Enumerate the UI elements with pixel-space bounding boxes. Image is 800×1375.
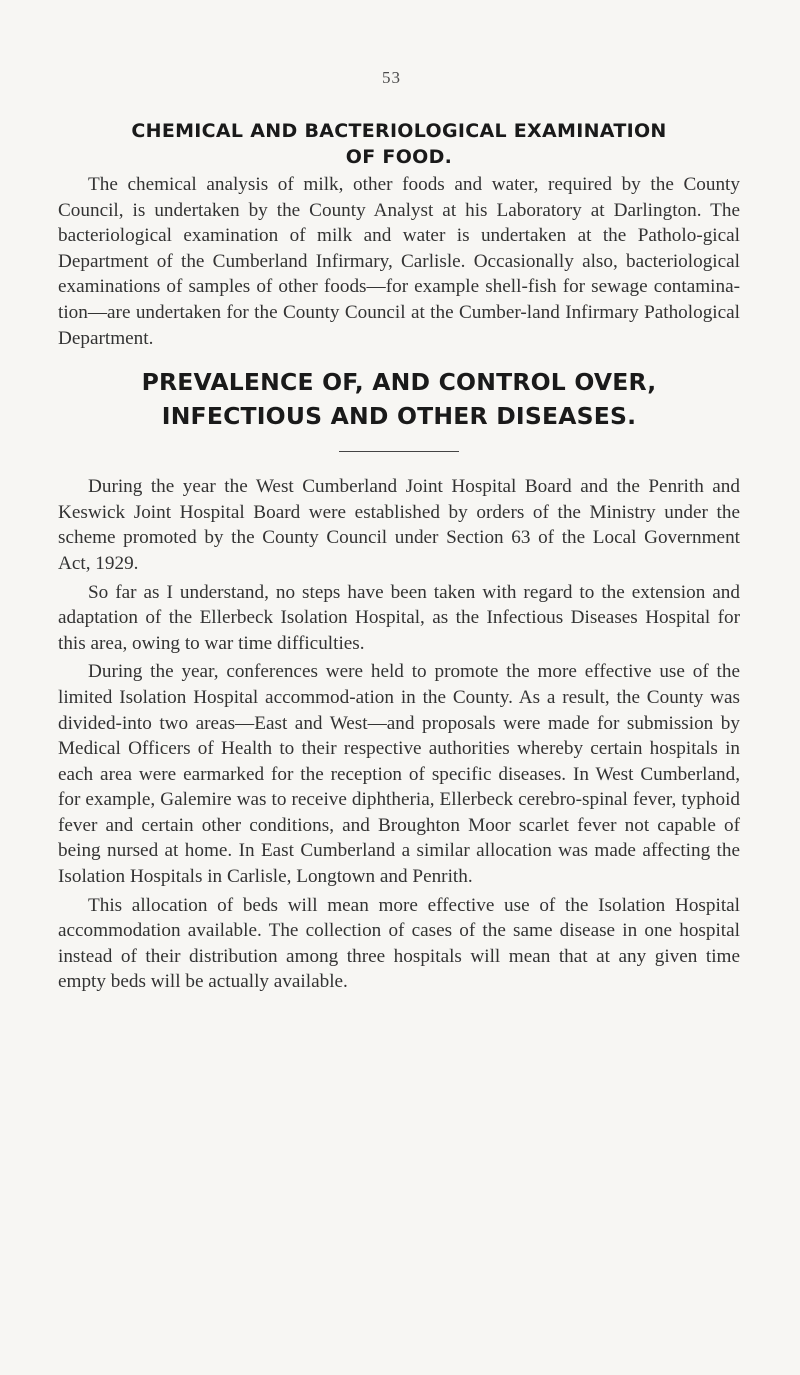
section-food-examination bbox=[58, 118, 740, 351]
page-number: 53 bbox=[382, 68, 401, 87]
paragraph: This allocation of beds will mean more effective use of the Isolation Hospital accommodation available. The collection of cases of the same disease in one hospital instead of their distribution among three hospitals will mean that at any given time empty beds will be actually available. bbox=[58, 894, 740, 993]
heading-line-1: CHEMICAL AND BACTERIOLOGICAL EXAMINATION bbox=[131, 120, 667, 142]
divider-rule bbox=[339, 451, 459, 452]
heading-line-2: OF FOOD. bbox=[345, 146, 453, 168]
heading-line-2: INFECTIOUS AND OTHER DISEASES. bbox=[161, 402, 637, 431]
section-infectious-diseases bbox=[58, 365, 740, 995]
section-heading-food-examination bbox=[58, 118, 740, 170]
paragraph: During the year, conferences were held to promote the more effective use of the limited Isolation Hospital accommod-ation in the County. As a result, the County was divided-into two areas—East and West—and proposals were made for submission by Medical Officers of Health to their respective authorities whereby certain hospitals in each area were earmarked for the reception of specific diseases. In West Cumberland, for example, Galemire was to receive diphtheria, Ellerbeck cerebro-spinal fever, typhoid fever and certain other conditions, and Broughton Moor scarlet fever not capable of being nursed at home. In East Cumberland a similar allocation was made affecting the Isolation Hospitals in Carlisle, Longtown and Penrith. bbox=[58, 661, 740, 888]
page-content bbox=[58, 118, 740, 995]
heading-line-1: PREVALENCE OF, AND CONTROL OVER, bbox=[141, 368, 657, 397]
section-heading-infectious-diseases bbox=[58, 365, 740, 433]
paragraph: The chemical analysis of milk, other foods and water, required by the County Council, is undertaken by the County Analyst at his Laboratory at Darlington. The bacteriological examination of milk and water is undertaken at the Patholo-gical Department of the Cumberland Infirmary, Carlisle. Occasionally also, bacteriological examinations of samples of other foods—for example shell-fish for sewage contamina-tion—are undertaken for the County Council at the Cumber-land Infirmary Pathological Department. bbox=[58, 174, 740, 349]
paragraph: So far as I understand, no steps have been taken with regard to the extension and adaptation of the Ellerbeck Isolation Hospital, as the Infectious Diseases Hospital for this area, owing to war time difficulties. bbox=[58, 581, 740, 654]
paragraph: During the year the West Cumberland Joint Hospital Board and the Penrith and Keswick Joint Hospital Board were established by orders of the Ministry under the scheme promoted by the County Council under Section 63 of the Local Government Act, 1929. bbox=[58, 476, 740, 574]
